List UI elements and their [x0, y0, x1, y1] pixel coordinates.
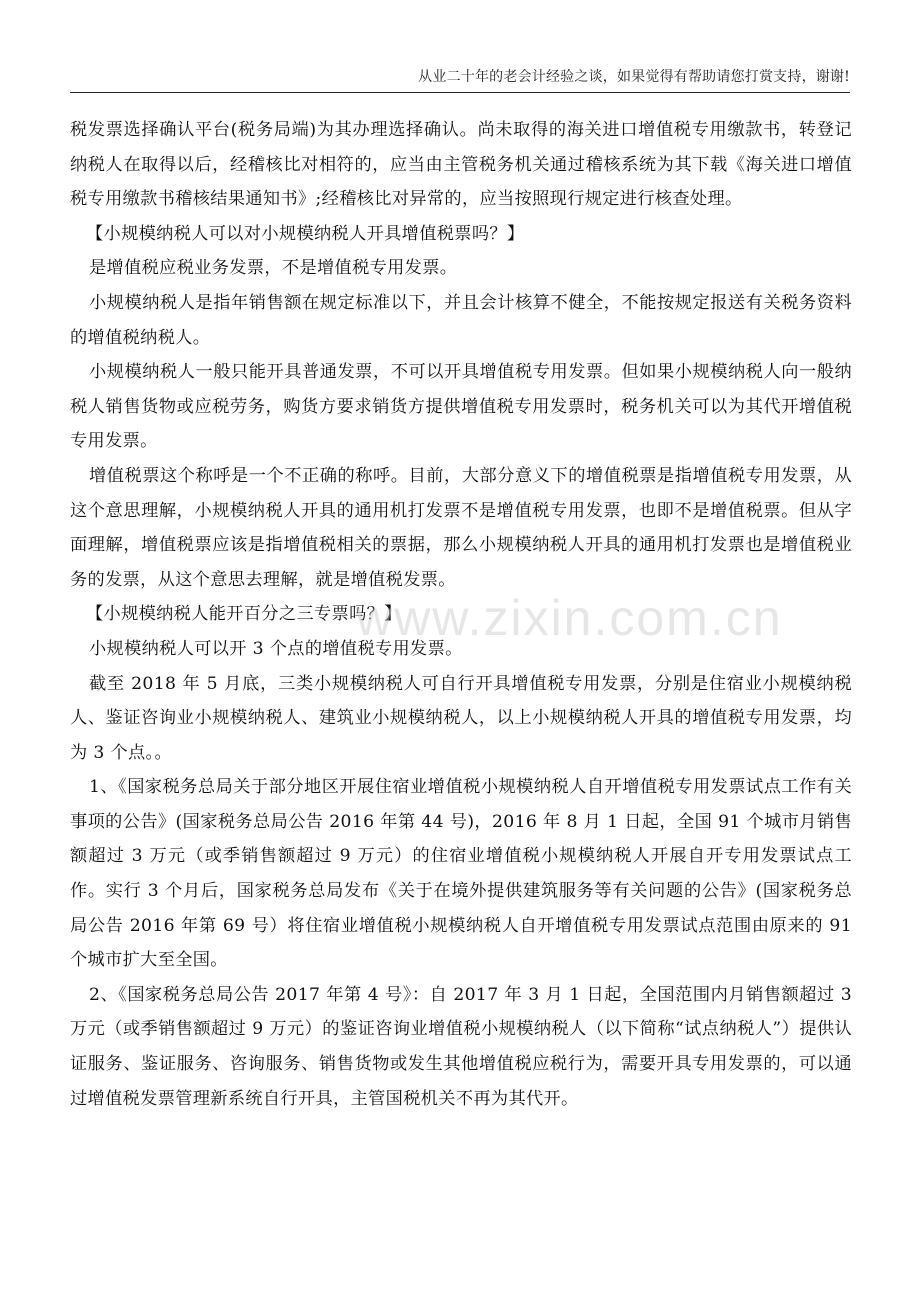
paragraph: 小规模纳税人一般只能开具普通发票，不可以开具增值税专用发票。但如果小规模纳税人向一般纳税人销售货物或应税劳务，购货方要求销货方提供增值税专用发票时，税务机关可以为其代开增值税专用发票。	[70, 362, 852, 452]
paragraph: 截至 2018 年 5 月底，三类小规模纳税人可自行开具增值税专用发票，分别是住宿业小规模纳税人、鉴证咨询业小规模纳税人、建筑业小规模纳税人，以上小规模纳税人开具的增值税专用发票，均为 3 个点。。	[70, 673, 852, 763]
paragraph-item-2: 2、《国家税务总局公告 2017 年第 4 号》：自 2017 年 3 月 1 日起，全国范围内月销售额超过 3 万元（或季销售额超过 9 万元）的鉴证咨询业增值税小规模纳税人（以下简称“试点纳税人”）提供认证服务、鉴证服务、咨询服务、销售货物或发生其他增值税应税行为，需要开具专用发票的，可以通过增值税发票管理新系统自行开具，主管国税机关不再为其代开。	[70, 984, 852, 1109]
paragraph: 小规模纳税人可以开 3 个点的增值税专用发票。	[89, 638, 463, 659]
paragraph-intro: 税发票选择确认平台(税务局端)为其办理选择确认。尚未取得的海关进口增值税专用缴款书，转登记纳税人在取得以后，经稽核比对相符的，应当由主管税务机关通过稽核系统为其下载《海关进口增值税专用缴款书稽核结果通知书》;经稽核比对异常的，应当按照现行规定进行核查处理。	[70, 120, 852, 210]
header-divider	[70, 92, 850, 93]
paragraph: 是增值税应税业务发票，不是增值税专用发票。	[89, 258, 458, 279]
section-heading-three-percent: 【小规模纳税人能开百分之三专票吗？】	[86, 604, 402, 625]
paragraph-item-1: 1、《国家税务总局关于部分地区开展住宿业增值税小规模纳税人自开增值税专用发票试点工作有关事项的公告》(国家税务总局公告 2016 年第 44 号)，2016 年 8 月 1 日起，全国 91 个城市月销售额超过 3 万元（或季销售额超过 9 万元）的住宿业增值税小规模纳税人开展自开专用发票试点工作。实行 3 个月后，国家税务总局发布《关于在境外提供建筑服务等有关问题的公告》(国家税务总局公告 2016 年第 69 号）将住宿业增值税小规模纳税人自开增值税专用发票试点范围由原来的 91 个城市扩大至全国。	[70, 777, 852, 971]
header-note: 从业二十年的老会计经验之谈，如果觉得有帮助请您打赏支持，谢谢!	[418, 69, 850, 85]
section-heading-invoice: 【小规模纳税人可以对小规模纳税人开具增值税票吗？】	[86, 223, 525, 244]
watermark: www.zixin.com.cn	[356, 590, 783, 646]
document-body	[70, 113, 852, 1116]
paragraph: 小规模纳税人是指年销售额在规定标准以下，并且会计核算不健全，不能按规定报送有关税务资料的增值税纳税人。	[70, 292, 852, 348]
paragraph: 增值税票这个称呼是一个不正确的称呼。目前，大部分意义下的增值税票是指增值税专用发票，从这个意思理解，小规模纳税人开具的通用机打发票不是增值税专用发票，也即不是增值税票。但从字面理解，增值税票应该是指增值税相关的票据，那么小规模纳税人开具的通用机打发票也是增值税业务的发票，从这个意思去理解，就是增值税发票。	[70, 465, 852, 590]
